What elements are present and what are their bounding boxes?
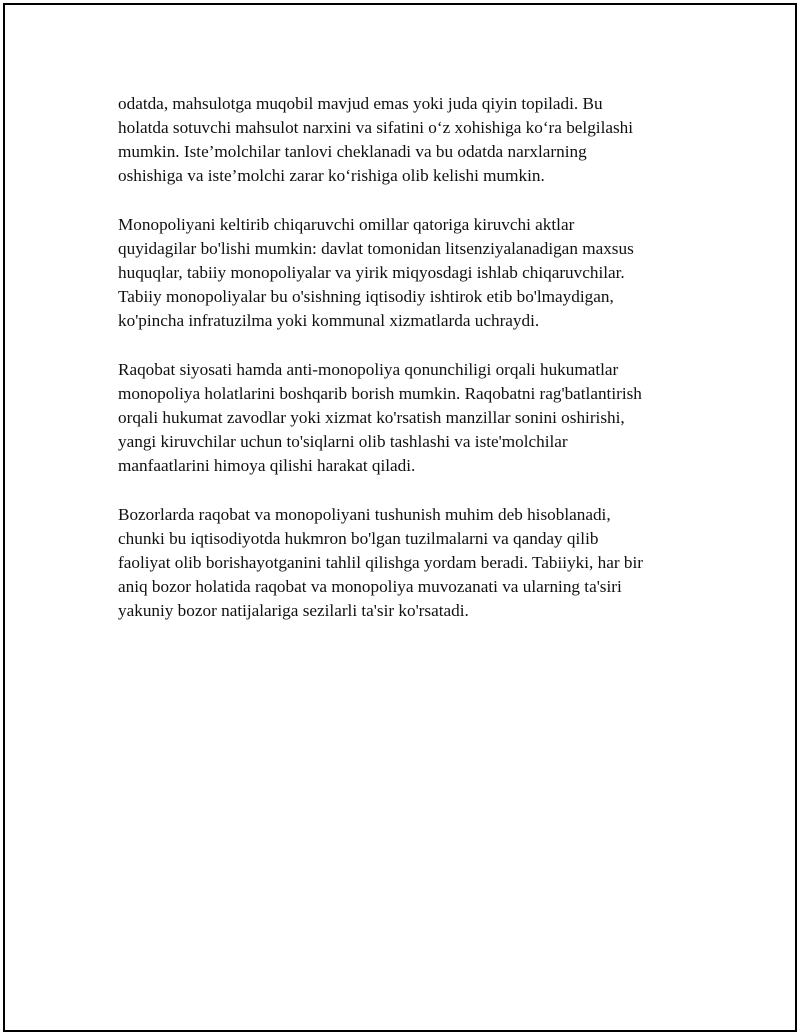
paragraph-3: Raqobat siyosati hamda anti-monopoliya qonunchiligi orqali hukumatlar monopoliya holatlarini boshqarib borish mumkin. Raqobatni rag'batlantirish orqali hukumat zavodlar yoki xizmat ko'rsatish manzillar sonini oshirishi, yangi kiruvchilar uchun to'siqlarni olib tashlashi va iste'molchilar manfaatlarini himoya qilishi harakat qiladi. [118, 359, 642, 476]
paragraph-1: odatda, mahsulotga muqobil mavjud emas yoki juda qiyin topiladi. Bu holatda sotuvchi mahsulot narxini va sifatini o‘z xohishiga ko‘ra belgilashi mumkin. Iste’molchilar tanlovi cheklanadi va bu odatda narxlarning oshishiga va iste’molchi zarar ko‘rishiga olib kelishi mumkin. [118, 94, 634, 186]
paragraph-4: Bozorlarda raqobat va monopoliyani tushunish muhim deb hisoblanadi, chunki bu iqtisodiyotda hukmron bo'lgan tuzilmalarni va qanday qilib faoliyat olib borishayotganini tahlil qilishga yordam beradi. Tabiiyki, har bir aniq bozor holatida raqobat va monopoliya muvozanati va ularning ta'siri yakuniy bozor natijalariga sezilarli ta'sir ko'rsatadi. [118, 504, 643, 621]
document-body [118, 92, 690, 648]
paragraph-2: Monopoliyani keltirib chiqaruvchi omillar qatoriga kiruvchi aktlar quyidagilar bo'lishi mumkin: davlat tomonidan litsenziyalanadigan maxsus huquqlar, tabiiy monopoliyalar va yirik miqyosdagi ishlab chiqaruvchilar. Tabiiy monopoliyalar bu o'sishning iqtisodiy ishtirok etib bo'lmaydigan, ko'pincha infratuzilma yoki kommunal xizmatlarda uchraydi. [118, 214, 634, 331]
